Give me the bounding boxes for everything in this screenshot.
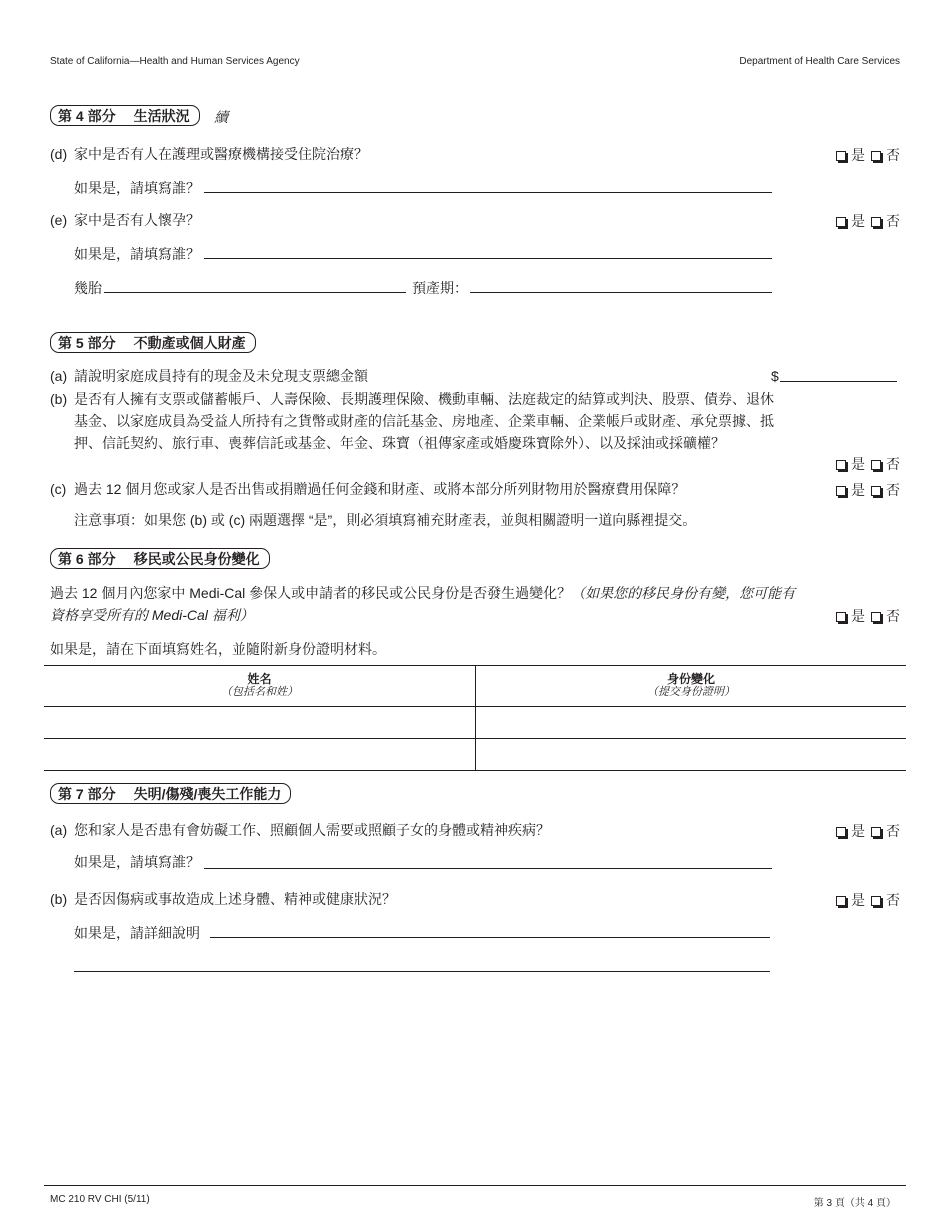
section-4-number: 第 4 部分 bbox=[58, 108, 116, 124]
section-6-question bbox=[50, 582, 800, 626]
question-5c bbox=[50, 480, 685, 498]
question-5b-text: 是否有人擁有支票或儲蓄帳戶、人壽保險、長期護理保險、機動車輛、法庭裁定的結算或判決、股票、債券、退休基金、以家庭成員為受益人所持有之貨幣或財產的信託基金、房地產、企業車輛、企業帳戶或財產、承兌票據、抵押、信託契約、旅行車、喪葬信託或基金、年金、珠寶（祖傳家產或婚慶珠寶除外）、以及採油或採礦權？ bbox=[74, 391, 774, 451]
due-date-field[interactable] bbox=[470, 292, 772, 293]
status-change-cell[interactable] bbox=[476, 739, 907, 771]
yes-checkbox-5b[interactable] bbox=[836, 460, 846, 470]
question-5c-label: (c) bbox=[50, 481, 67, 497]
table-row bbox=[44, 739, 906, 771]
no-checkbox-7b[interactable] bbox=[871, 896, 881, 906]
yes-checkbox-4d[interactable] bbox=[836, 151, 846, 161]
section-4-title: 生活狀況 bbox=[133, 108, 190, 124]
name-cell[interactable] bbox=[44, 739, 476, 771]
yes-checkbox-4e[interactable] bbox=[836, 217, 846, 227]
yes-label: 是 bbox=[851, 456, 865, 472]
yes-checkbox-5c[interactable] bbox=[836, 486, 846, 496]
question-7a-who-field[interactable] bbox=[204, 868, 772, 869]
babies-count-label: 幾胎 bbox=[74, 280, 102, 296]
yes-label: 是 bbox=[851, 147, 865, 163]
form-number: MC 210 RV CHI (5/11) bbox=[50, 1194, 150, 1205]
question-4e-label: (e) bbox=[50, 212, 68, 228]
yes-label: 是 bbox=[851, 482, 865, 498]
table-row bbox=[44, 707, 906, 739]
question-7b-followup-label: 如果是，請詳細說明 bbox=[74, 925, 200, 941]
question-7a-followup-label: 如果是，請填寫誰？ bbox=[74, 854, 200, 870]
section-6-choice bbox=[836, 606, 900, 626]
table-header-row bbox=[44, 666, 906, 707]
section-5-title: 不動產或個人財產 bbox=[133, 335, 246, 351]
status-change-table bbox=[44, 665, 906, 771]
question-5b-choice bbox=[836, 454, 900, 474]
name-column-subtitle: （包括名和姓） bbox=[221, 686, 298, 698]
no-label: 否 bbox=[886, 456, 900, 472]
name-column-header bbox=[44, 666, 476, 707]
status-change-column-title: 身份變化 bbox=[666, 672, 715, 686]
section-5-note: 注意事項：如果您 (b) 或 (c) 兩題選擇 “是”，則必須填寫補充財產表，並與相關證明一道向縣裡提交。 bbox=[74, 512, 697, 528]
yes-label: 是 bbox=[851, 823, 865, 839]
due-date-label: 預產期： bbox=[412, 280, 468, 296]
section-4-tag bbox=[50, 105, 200, 126]
question-4d-text: 家中是否有人在護理或醫療機構接受住院治療？ bbox=[74, 146, 368, 162]
header-department: Department of Health Care Services bbox=[739, 56, 900, 67]
question-4e-followup-label: 如果是，請填寫誰？ bbox=[74, 246, 200, 262]
no-checkbox-4d[interactable] bbox=[871, 151, 881, 161]
section-6-question-text: 過去 12 個月內您家中 Medi-Cal 參保人或申請者的移民或公民身份是否發生過變化？ bbox=[50, 585, 572, 601]
question-7b bbox=[50, 890, 396, 908]
question-4e-text: 家中是否有人懷孕？ bbox=[74, 212, 200, 228]
question-4d-choice bbox=[836, 145, 900, 165]
section-7-title: 失明/傷殘/喪失工作能力 bbox=[133, 786, 282, 802]
yes-checkbox-7a[interactable] bbox=[836, 827, 846, 837]
question-5a-text: 請說明家庭成員持有的現金及未兌現支票總金額 bbox=[74, 368, 368, 384]
status-change-column-subtitle: （提交身份證明） bbox=[647, 686, 735, 698]
no-label: 否 bbox=[886, 482, 900, 498]
question-7a-label: (a) bbox=[50, 822, 68, 838]
babies-count-field[interactable] bbox=[104, 292, 406, 293]
section-5-number: 第 5 部分 bbox=[58, 335, 116, 351]
question-4e bbox=[50, 211, 200, 229]
question-5c-text: 過去 12 個月您或家人是否出售或捐贈過任何金錢和財產、或將本部分所列財物用於醫療費用保障？ bbox=[74, 481, 686, 497]
header-agency: State of California—Health and Human Services Agency bbox=[50, 56, 300, 67]
section-6-title: 移民或公民身份變化 bbox=[133, 551, 260, 567]
question-5a bbox=[50, 367, 368, 385]
no-label: 否 bbox=[886, 147, 900, 163]
no-checkbox-5b[interactable] bbox=[871, 460, 881, 470]
section-6-tag bbox=[50, 548, 270, 569]
no-checkbox-5c[interactable] bbox=[871, 486, 881, 496]
section-6-number: 第 6 部分 bbox=[58, 551, 116, 567]
question-4e-choice bbox=[836, 211, 900, 231]
question-7b-explain-field-1[interactable] bbox=[210, 937, 770, 938]
status-change-cell[interactable] bbox=[476, 707, 907, 739]
section-7-tag bbox=[50, 783, 291, 804]
no-label: 否 bbox=[886, 213, 900, 229]
no-checkbox-6[interactable] bbox=[871, 612, 881, 622]
question-7b-explain-field-2[interactable] bbox=[74, 971, 770, 972]
name-cell[interactable] bbox=[44, 707, 476, 739]
page-number: 第 3 頁（共 4 頁） bbox=[813, 1198, 896, 1209]
question-7a bbox=[50, 821, 550, 839]
question-7b-text: 是否因傷病或事故造成上述身體、精神或健康狀況？ bbox=[74, 891, 396, 907]
question-7a-text: 您和家人是否患有會妨礙工作、照顧個人需要或照顧子女的身體或精神疾病？ bbox=[74, 822, 550, 838]
question-4d-who-field[interactable] bbox=[204, 192, 772, 193]
question-4d-followup-label: 如果是，請填寫誰？ bbox=[74, 180, 200, 196]
section-4-continued: 續 bbox=[214, 109, 228, 125]
yes-checkbox-7b[interactable] bbox=[836, 896, 846, 906]
status-change-column-header bbox=[476, 666, 907, 707]
question-4e-who-field[interactable] bbox=[204, 258, 772, 259]
section-6-instruction: 如果是，請在下面填寫姓名，並隨附新身份證明材料。 bbox=[50, 641, 386, 657]
question-7b-choice bbox=[836, 890, 900, 910]
section-7-number: 第 7 部分 bbox=[58, 786, 116, 802]
dollar-sign: $ bbox=[771, 368, 779, 384]
question-5a-label: (a) bbox=[50, 368, 68, 384]
no-label: 否 bbox=[886, 823, 900, 839]
question-5b-label: (b) bbox=[50, 391, 68, 407]
no-label: 否 bbox=[886, 892, 900, 908]
question-5c-choice bbox=[836, 480, 900, 500]
section-6-question-note: （如果您的移民身份有變，您可能有資格享受所有的 Medi-Cal 福利） bbox=[50, 585, 796, 623]
yes-label: 是 bbox=[851, 213, 865, 229]
no-checkbox-7a[interactable] bbox=[871, 827, 881, 837]
question-7a-choice bbox=[836, 821, 900, 841]
question-4d-label: (d) bbox=[50, 146, 68, 162]
question-7b-label: (b) bbox=[50, 891, 68, 907]
question-4d bbox=[50, 145, 368, 163]
yes-checkbox-6[interactable] bbox=[836, 612, 846, 622]
name-column-title: 姓名 bbox=[247, 672, 272, 686]
yes-label: 是 bbox=[851, 892, 865, 908]
no-checkbox-4e[interactable] bbox=[871, 217, 881, 227]
cash-amount-field[interactable] bbox=[780, 381, 897, 382]
yes-label: 是 bbox=[851, 608, 865, 624]
footer-divider bbox=[44, 1185, 906, 1186]
section-5-tag bbox=[50, 332, 256, 353]
no-label: 否 bbox=[886, 608, 900, 624]
